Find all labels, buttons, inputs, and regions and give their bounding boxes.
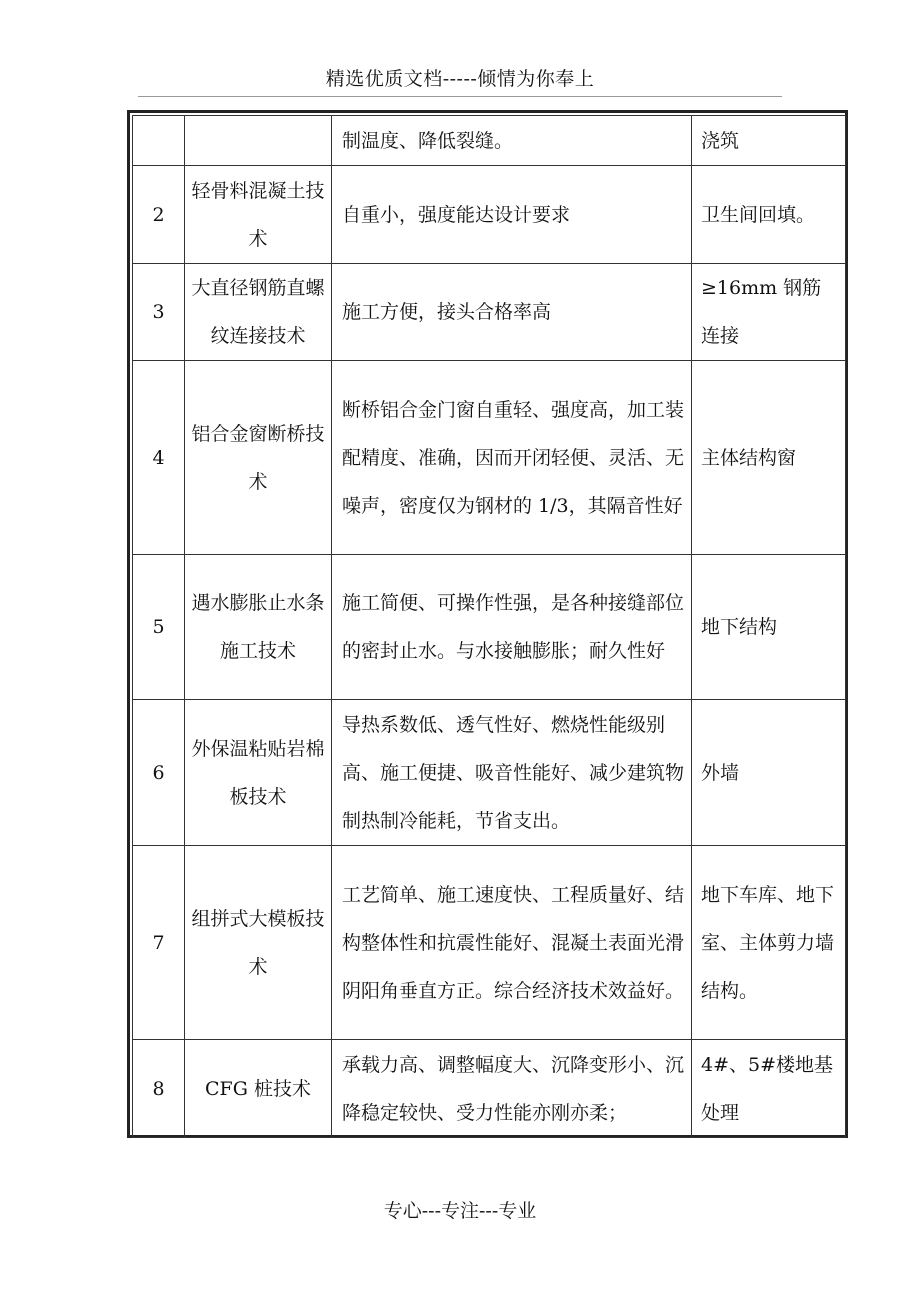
technology-description: 导热系数低、透气性好、燃烧性能级别高、施工便捷、吸音性能好、减少建筑物制热制冷能耗，节省支出。 <box>332 700 692 846</box>
technology-name <box>185 116 332 166</box>
technology-description: 制温度、降低裂缝。 <box>332 116 692 166</box>
row-number: 6 <box>133 700 185 846</box>
technology-description: 施工方便，接头合格率高 <box>332 264 692 361</box>
page-header: 精选优质文档-----倾情为你奉上 <box>325 68 595 90</box>
technology-description: 断桥铝合金门窗自重轻、强度高，加工装配精度、准确，因而开闭轻便、灵活、无噪声，密度仅为钢材的 1/3，其隔音性好 <box>332 361 692 555</box>
row-number: 2 <box>133 166 185 264</box>
table-row <box>133 361 846 555</box>
table-row <box>133 555 846 700</box>
technology-name: 遇水膨胀止水条施工技术 <box>185 555 332 700</box>
application-scope: 主体结构窗 <box>692 361 846 555</box>
technology-name: 铝合金窗断桥技术 <box>185 361 332 555</box>
application-scope: 卫生间回填。 <box>692 166 846 264</box>
technology-name: 外保温粘贴岩棉板技术 <box>185 700 332 846</box>
table-row <box>133 264 846 361</box>
application-scope: 浇筑 <box>692 116 846 166</box>
row-number: 7 <box>133 846 185 1040</box>
row-number: 4 <box>133 361 185 555</box>
technology-name: CFG 桩技术 <box>185 1040 332 1138</box>
page-footer: 专心---专注---专业 <box>383 1200 537 1222</box>
table-row <box>133 1040 846 1138</box>
technology-name: 轻骨料混凝土技术 <box>185 166 332 264</box>
application-scope: 4#、5#楼地基处理 <box>692 1040 846 1138</box>
technology-name: 组拼式大模板技术 <box>185 846 332 1040</box>
technology-description: 工艺简单、施工速度快、工程质量好、结构整体性和抗震性能好、混凝土表面光滑阴阳角垂直方正。综合经济技术效益好。 <box>332 846 692 1040</box>
application-scope: 地下结构 <box>692 555 846 700</box>
header-divider <box>138 96 782 97</box>
technology-description: 施工简便、可操作性强，是各种接缝部位的密封止水。与水接触膨胀；耐久性好 <box>332 555 692 700</box>
table-row <box>133 166 846 264</box>
row-number: 5 <box>133 555 185 700</box>
table-row <box>133 846 846 1040</box>
row-number: 3 <box>133 264 185 361</box>
row-number: 8 <box>133 1040 185 1138</box>
application-scope: 地下车库、地下室、主体剪力墙结构。 <box>692 846 846 1040</box>
technology-table <box>132 115 846 1138</box>
technology-description: 自重小，强度能达设计要求 <box>332 166 692 264</box>
technology-name: 大直径钢筋直螺纹连接技术 <box>185 264 332 361</box>
application-scope: 外墙 <box>692 700 846 846</box>
table-row <box>133 116 846 166</box>
table-row <box>133 700 846 846</box>
application-scope: ≥16mm 钢筋连接 <box>692 264 846 361</box>
row-number <box>133 116 185 166</box>
technology-description: 承载力高、调整幅度大、沉降变形小、沉降稳定较快、受力性能亦刚亦柔； <box>332 1040 692 1138</box>
